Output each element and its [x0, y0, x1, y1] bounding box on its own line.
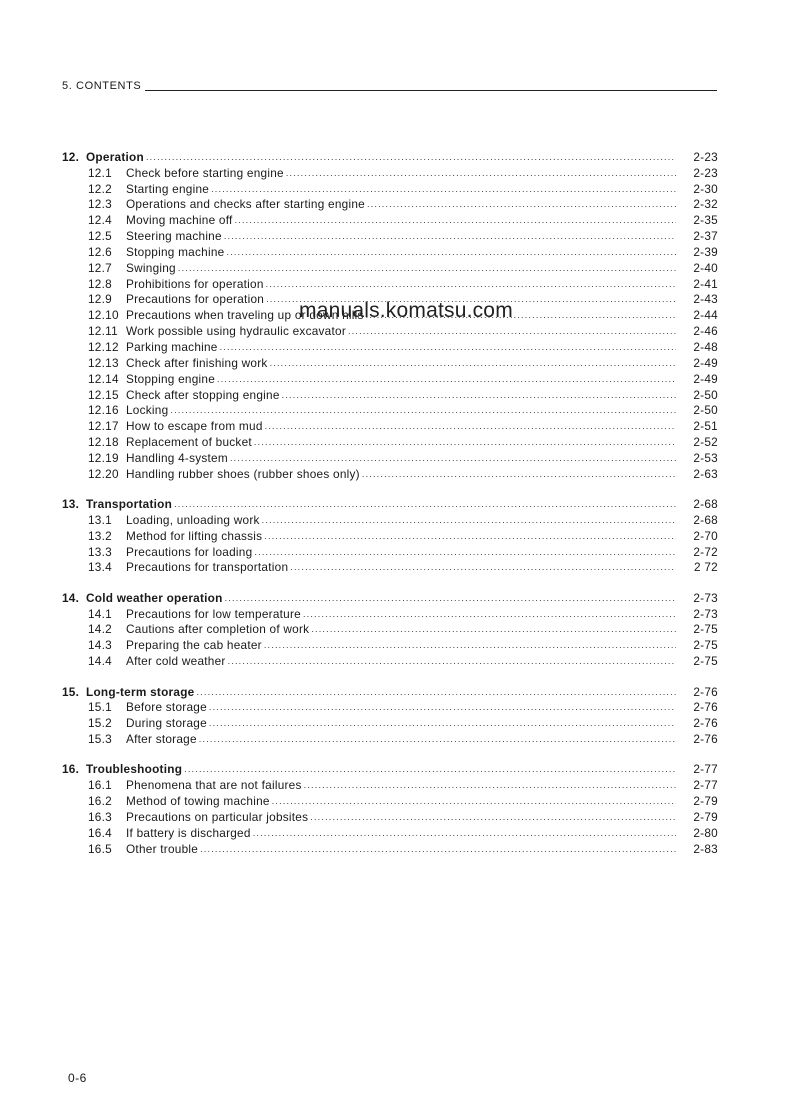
- entry-number: 15.3: [88, 732, 112, 747]
- dot-leader: [290, 560, 676, 574]
- entry-title: Operations and checks after starting engine: [126, 197, 365, 212]
- dot-leader: [217, 372, 676, 386]
- toc-entry[interactable]: [62, 180, 718, 196]
- entry-number: 16.4: [88, 825, 112, 840]
- dot-leader: [225, 591, 676, 605]
- entry-number: 16.1: [88, 778, 112, 793]
- dot-leader: [199, 732, 676, 746]
- section-title: Operation: [86, 149, 144, 164]
- toc-section-heading[interactable]: [62, 148, 718, 164]
- toc-section-heading[interactable]: [62, 589, 718, 605]
- dot-leader: [254, 545, 676, 559]
- entry-number: 12.2: [88, 181, 112, 196]
- entry-number: 14.2: [88, 622, 112, 637]
- toc-entry[interactable]: [62, 259, 718, 275]
- entry-title: Precautions for low temperature: [126, 606, 301, 621]
- page-reference: 2-32: [693, 197, 718, 212]
- toc-entry[interactable]: [62, 227, 718, 243]
- entry-number: 12.7: [88, 260, 112, 275]
- entry-title: Method of towing machine: [126, 794, 270, 809]
- entry-number: 12.16: [88, 403, 119, 418]
- entry-title: Moving machine off: [126, 213, 233, 228]
- dot-leader: [272, 794, 676, 808]
- dot-leader: [184, 762, 676, 776]
- dot-leader: [146, 150, 676, 164]
- entry-number: 12.18: [88, 435, 119, 450]
- entry-title: Steering machine: [126, 229, 222, 244]
- entry-number: 12.19: [88, 450, 119, 465]
- entry-number: 12.9: [88, 292, 112, 307]
- page-reference: 2-23: [693, 149, 718, 164]
- toc-entry[interactable]: [62, 792, 718, 808]
- entry-title: Other trouble: [126, 841, 199, 856]
- entry-number: 16.2: [88, 794, 112, 809]
- toc-section: [62, 761, 718, 856]
- page-reference: 2-43: [693, 292, 718, 307]
- dot-leader: [348, 324, 676, 338]
- toc-entry[interactable]: [62, 527, 718, 543]
- toc-entry[interactable]: [62, 417, 718, 433]
- page-reference: 2-77: [693, 778, 718, 793]
- toc-section-heading[interactable]: [62, 683, 718, 699]
- entry-number: 13.2: [88, 528, 112, 543]
- entry-number: 12.1: [88, 165, 112, 180]
- dot-leader: [220, 340, 676, 354]
- entry-number: 14.3: [88, 638, 112, 653]
- dot-leader: [224, 229, 676, 243]
- entry-title: During storage: [126, 716, 207, 731]
- section-number: 14.: [62, 590, 80, 605]
- dot-leader: [174, 497, 676, 511]
- entry-number: 12.20: [88, 466, 119, 481]
- toc-section: [62, 589, 718, 668]
- watermark: manuals.komatsu.com: [299, 299, 513, 322]
- entry-title: If battery is discharged: [126, 825, 251, 840]
- toc-entry[interactable]: [62, 196, 718, 212]
- page-reference: 2 72: [694, 560, 718, 575]
- page-header: [62, 80, 717, 92]
- page-reference: 2-73: [693, 590, 718, 605]
- dot-leader: [262, 513, 676, 527]
- entry-title: Check after stopping engine: [126, 387, 280, 402]
- dot-leader: [264, 638, 676, 652]
- entry-number: 12.11: [88, 324, 118, 339]
- dot-leader: [178, 261, 676, 275]
- table-of-contents: [62, 148, 718, 870]
- toc-entry[interactable]: [62, 275, 718, 291]
- entry-number: 12.4: [88, 213, 112, 228]
- entry-title: Replacement of bucket: [126, 435, 252, 450]
- entry-title: Method for lifting chassis: [126, 528, 263, 543]
- dot-leader: [286, 166, 676, 180]
- page-reference: 2-76: [693, 684, 718, 699]
- entry-title: Precautions for transportation: [126, 560, 289, 575]
- toc-entry[interactable]: [62, 652, 718, 668]
- dot-leader: [226, 245, 676, 259]
- entry-title: Locking: [126, 403, 169, 418]
- toc-entry[interactable]: [62, 433, 718, 449]
- entry-number: 12.12: [88, 339, 119, 354]
- page-reference: 2-53: [693, 450, 718, 465]
- page-reference: 2-37: [693, 229, 718, 244]
- page-reference: 2-83: [693, 841, 718, 856]
- entry-title: Starting engine: [126, 181, 210, 196]
- dot-leader: [230, 451, 676, 465]
- section-number: 13.: [62, 497, 80, 512]
- entry-title: Handling 4-system: [126, 450, 228, 465]
- page-reference: 2-68: [693, 512, 718, 527]
- toc-entry[interactable]: [62, 714, 718, 730]
- entry-title: Prohibitions for operation: [126, 276, 264, 291]
- entry-title: Parking machine: [126, 339, 218, 354]
- entry-number: 12.10: [88, 308, 119, 323]
- entry-title: After storage: [126, 732, 197, 747]
- page-reference: 2-76: [693, 716, 718, 731]
- page-reference: 2-52: [693, 435, 718, 450]
- page-reference: 2-23: [693, 165, 718, 180]
- toc-entry[interactable]: [62, 699, 718, 715]
- page-reference: 2-49: [693, 355, 718, 370]
- toc-entry[interactable]: [62, 322, 718, 338]
- entry-title: After cold weather: [126, 654, 226, 669]
- dot-leader: [310, 810, 676, 824]
- section-number: 16.: [62, 762, 80, 777]
- page-reference: 2-35: [693, 213, 718, 228]
- entry-title: How to escape from mud: [126, 419, 263, 434]
- dot-leader: [264, 529, 676, 543]
- dot-leader: [209, 700, 676, 714]
- page-reference: 2-75: [693, 622, 718, 637]
- toc-entry[interactable]: [62, 840, 718, 856]
- page-number: 0-6: [68, 1071, 87, 1085]
- entry-number: 14.1: [88, 606, 112, 621]
- entry-title: Loading, unloading work: [126, 512, 260, 527]
- dot-leader: [170, 403, 676, 417]
- header-rule: [145, 90, 717, 91]
- toc-entry[interactable]: [62, 164, 718, 180]
- toc-entry[interactable]: [62, 465, 718, 481]
- toc-entry[interactable]: [62, 824, 718, 840]
- entry-number: 15.1: [88, 700, 112, 715]
- dot-leader: [254, 435, 676, 449]
- entry-title: Swinging: [126, 260, 176, 275]
- entry-title: Check before starting engine: [126, 165, 284, 180]
- dot-leader: [270, 356, 676, 370]
- toc-section-heading[interactable]: [62, 495, 718, 511]
- entry-number: 12.14: [88, 371, 119, 386]
- dot-leader: [266, 277, 676, 291]
- dot-leader: [211, 182, 676, 196]
- entry-title: Stopping engine: [126, 371, 216, 386]
- entry-title: Work possible using hydraulic excavator: [126, 324, 347, 339]
- toc-entry[interactable]: [62, 730, 718, 746]
- entry-number: 13.1: [88, 512, 112, 527]
- entry-number: 16.3: [88, 809, 112, 824]
- toc-entry[interactable]: [62, 511, 718, 527]
- entry-title: Precautions when traveling up or down hills: [126, 308, 364, 323]
- page-reference: 2-75: [693, 654, 718, 669]
- toc-entry[interactable]: [62, 354, 718, 370]
- toc-entry[interactable]: [62, 605, 718, 621]
- page-reference: 2-48: [693, 339, 718, 354]
- entry-number: 12.15: [88, 387, 119, 402]
- toc-entry[interactable]: [62, 370, 718, 386]
- entry-title: Preparing the cab heater: [126, 638, 262, 653]
- entry-title: Phenomena that are not failures: [126, 778, 302, 793]
- section-title: Transportation: [86, 497, 173, 512]
- entry-number: 12.13: [88, 355, 119, 370]
- dot-leader: [235, 213, 676, 227]
- dot-leader: [265, 419, 676, 433]
- entry-number: 13.3: [88, 544, 112, 559]
- toc-entry[interactable]: [62, 559, 718, 575]
- entry-title: Cautions after completion of work: [126, 622, 310, 637]
- dot-leader: [303, 607, 676, 621]
- page-reference: 2-39: [693, 244, 718, 259]
- page-reference: 2-51: [693, 419, 718, 434]
- page-reference: 2-46: [693, 324, 718, 339]
- entry-number: 12.3: [88, 197, 112, 212]
- dot-leader: [362, 467, 676, 481]
- dot-leader: [228, 654, 676, 668]
- page-reference: 2-76: [693, 732, 718, 747]
- dot-leader: [196, 685, 676, 699]
- toc-entry[interactable]: [62, 776, 718, 792]
- dot-leader: [311, 622, 676, 636]
- toc-entry[interactable]: [62, 621, 718, 637]
- entry-number: 15.2: [88, 716, 112, 731]
- toc-entry[interactable]: [62, 211, 718, 227]
- page-reference: 2-49: [693, 371, 718, 386]
- entry-title: Precautions on particular jobsites: [126, 809, 309, 824]
- toc-entry[interactable]: [62, 808, 718, 824]
- page-reference: 2-75: [693, 638, 718, 653]
- page-reference: 2-41: [693, 276, 718, 291]
- entry-number: 12.8: [88, 276, 112, 291]
- page-reference: 2-44: [693, 308, 718, 323]
- toc-section: [62, 495, 718, 574]
- entry-title: Precautions for operation: [126, 292, 265, 307]
- section-title: Long-term storage: [86, 684, 195, 699]
- page-reference: 2-80: [693, 825, 718, 840]
- dot-leader: [253, 826, 676, 840]
- dot-leader: [200, 842, 676, 856]
- toc-entry[interactable]: [62, 402, 718, 418]
- toc-entry[interactable]: [62, 636, 718, 652]
- section-number: 12.: [62, 149, 80, 164]
- page-reference: 2-76: [693, 700, 718, 715]
- toc-section: [62, 683, 718, 746]
- page-reference: 2-79: [693, 809, 718, 824]
- entry-title: Check after finishing work: [126, 355, 268, 370]
- entry-number: 16.5: [88, 841, 112, 856]
- entry-title: Before storage: [126, 700, 207, 715]
- section-title: Cold weather operation: [86, 590, 223, 605]
- toc-entry[interactable]: [62, 386, 718, 402]
- entry-number: 12.6: [88, 244, 112, 259]
- dot-leader: [367, 197, 676, 211]
- page-reference: 2-30: [693, 181, 718, 196]
- section-title: Troubleshooting: [86, 762, 183, 777]
- page-reference: 2-72: [693, 544, 718, 559]
- page-reference: 2-73: [693, 606, 718, 621]
- entry-number: 14.4: [88, 654, 112, 669]
- entry-number: 12.5: [88, 229, 112, 244]
- toc-entry[interactable]: [62, 543, 718, 559]
- page-reference: 2-79: [693, 794, 718, 809]
- entry-title: Handling rubber shoes (rubber shoes only): [126, 466, 360, 481]
- toc-entry[interactable]: [62, 449, 718, 465]
- page-reference: 2-77: [693, 762, 718, 777]
- dot-leader: [304, 778, 676, 792]
- entry-number: 12.17: [88, 419, 119, 434]
- page-reference: 2-50: [693, 387, 718, 402]
- page-reference: 2-63: [693, 466, 718, 481]
- toc-entry[interactable]: [62, 338, 718, 354]
- entry-title: Precautions for loading: [126, 544, 253, 559]
- section-number: 15.: [62, 684, 80, 699]
- dot-leader: [209, 716, 676, 730]
- entry-number: 13.4: [88, 560, 112, 575]
- page-reference: 2-40: [693, 260, 718, 275]
- toc-entry[interactable]: [62, 243, 718, 259]
- page-reference: 2-70: [693, 528, 718, 543]
- page-reference: 2-50: [693, 403, 718, 418]
- page-reference: 2-68: [693, 497, 718, 512]
- entry-title: Stopping machine: [126, 244, 225, 259]
- page-title: 5. CONTENTS: [62, 80, 142, 92]
- toc-section-heading[interactable]: [62, 761, 718, 777]
- dot-leader: [282, 388, 676, 402]
